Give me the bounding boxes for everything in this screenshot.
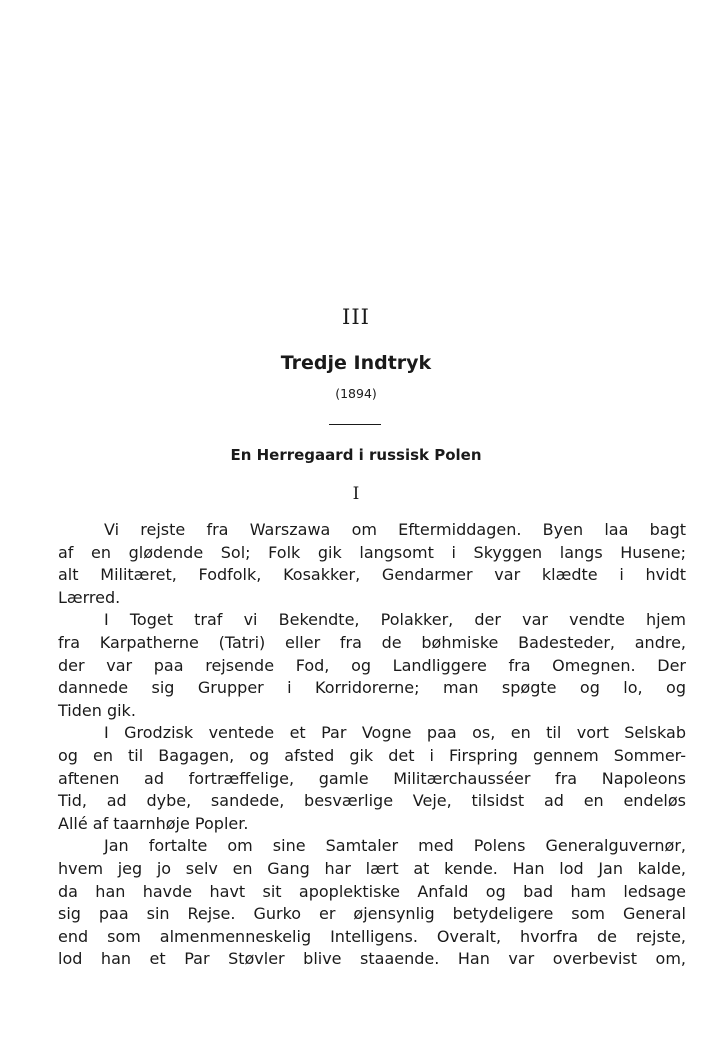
text-line: Lærred.: [58, 587, 121, 607]
text-line: hvem jeg jo selv en Gang har lært at kende. Han lod Jan kalde,: [58, 858, 686, 878]
chapter-year: (1894): [335, 386, 377, 401]
body-text: [58, 519, 686, 971]
section-title: En Herregaard i russisk Polen: [230, 446, 482, 464]
text-line: alt Militæret, Fodfolk, Kosakker, Gendarmer var klædte i hvidt: [58, 565, 686, 585]
text-line: Jan fortalte om sine Samtaler med Polens Generalguvernør,: [104, 836, 686, 856]
section-number: I: [352, 484, 360, 504]
text-line: I Grodzisk ventede et Par Vogne paa os, en til vort Selskab: [104, 723, 686, 743]
text-line: fra Karpatherne (Tatri) eller fra de bøhmiske Badesteder, andre,: [58, 632, 686, 652]
chapter-title: Tredje Indtryk: [280, 352, 432, 374]
text-line: aftenen ad fortræffelige, gamle Militærchausséer fra Napoleons: [58, 768, 686, 788]
text-line: Tiden gik.: [58, 700, 136, 720]
text-line: end som almenmenneskelig Intelligens. Overalt, hvorfra de rejste,: [58, 926, 686, 946]
text-line: af en glødende Sol; Folk gik langsomt i Skyggen langs Husene;: [58, 542, 686, 562]
text-line: der var paa rejsende Fod, og Landliggere fra Omegnen. Der: [58, 655, 686, 675]
text-line: Tid, ad dybe, sandede, besværlige Veje, tilsidst ad en endeløs: [58, 791, 686, 811]
text-line: Vi rejste fra Warszawa om Eftermiddagen. Byen laa bagt: [104, 520, 686, 539]
text-line: Allé af taarnhøje Popler.: [58, 813, 249, 833]
text-line: lod han et Par Støvler blive staaende. Han var overbevist om,: [58, 949, 686, 969]
text-line: sig paa sin Rejse. Gurko er øjensynlig betydeligere som General: [58, 904, 686, 924]
text-line: I Toget traf vi Bekendte, Polakker, der var vendte hjem: [104, 610, 686, 630]
chapter-number: III: [342, 305, 370, 329]
text-line: og en til Bagagen, og afsted gik det i Firspring gennem Sommer-: [58, 745, 686, 765]
divider-rule: [329, 424, 381, 425]
text-line: dannede sig Grupper i Korridorerne; man spøgte og lo, og: [58, 678, 686, 698]
text-line: da han havde havt sit apoplektiske Anfald og bad ham ledsage: [58, 881, 686, 901]
